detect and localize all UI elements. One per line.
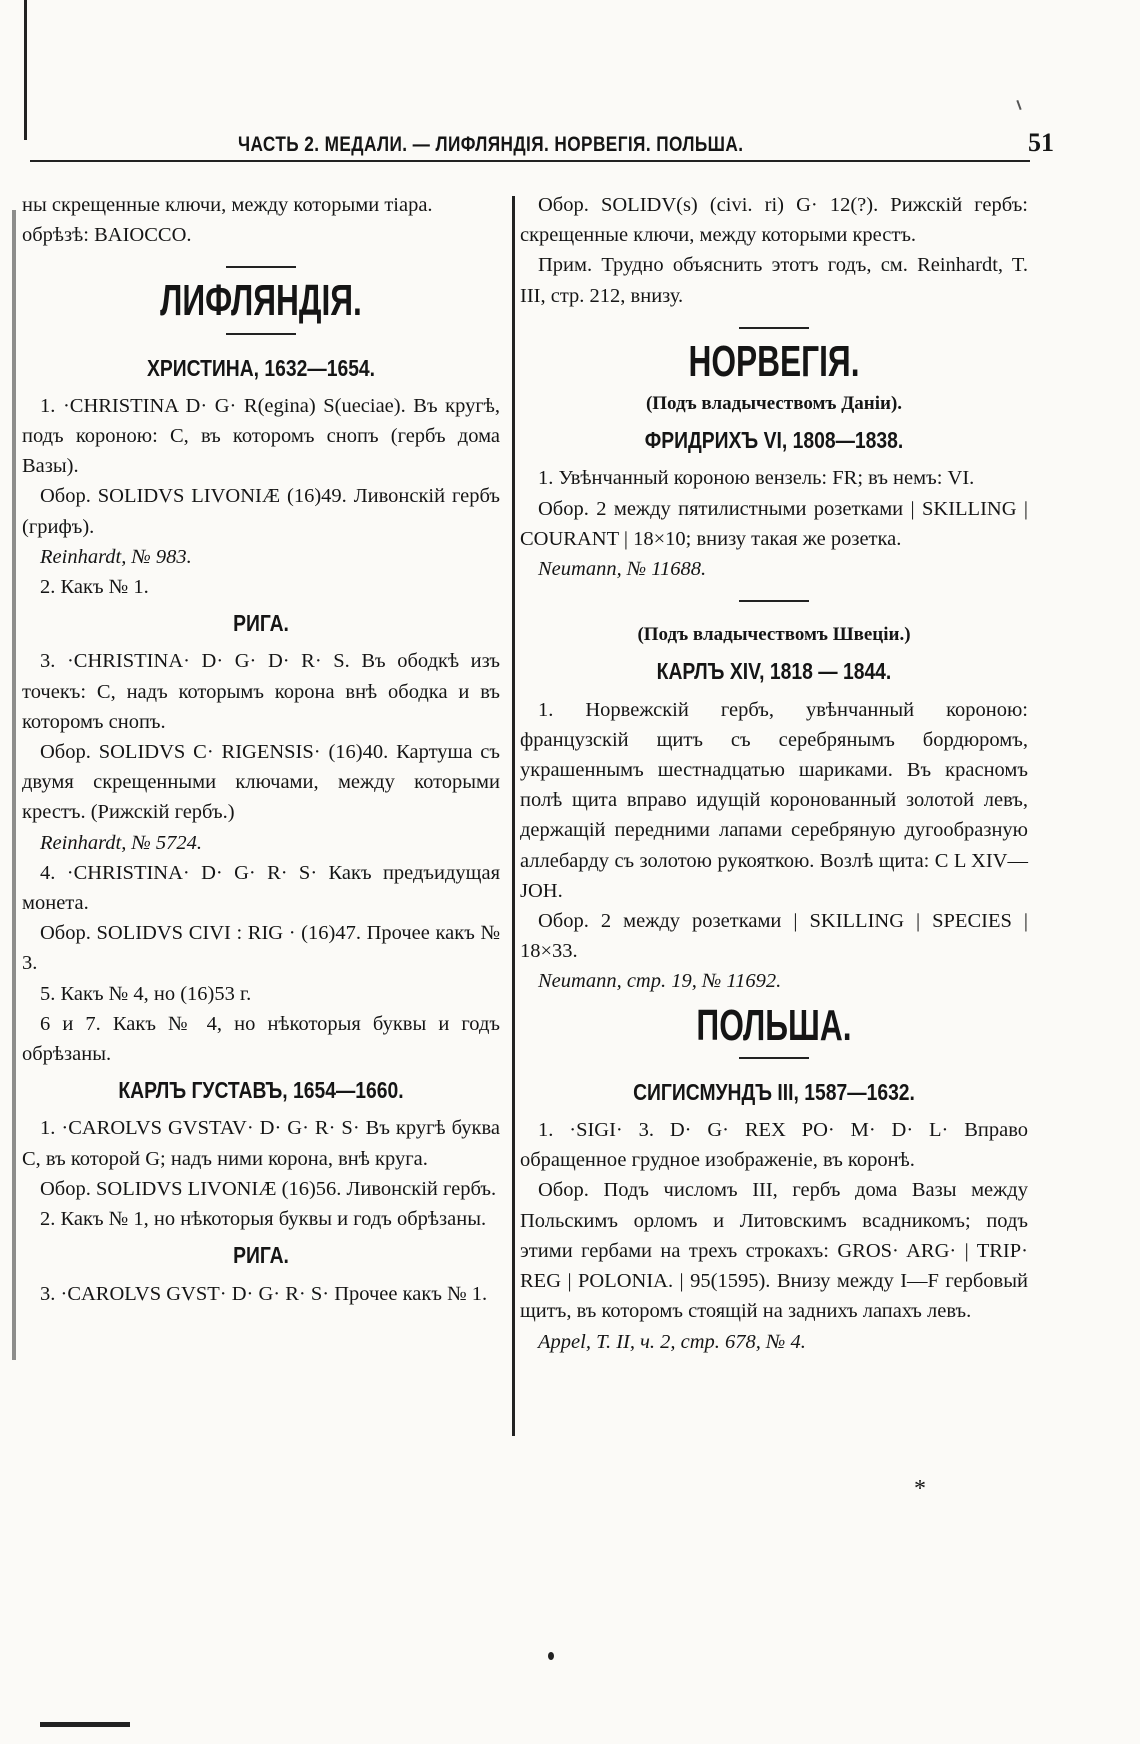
page-number: 51 [1028,128,1054,157]
entry-3-obverse: Обор. SOLIDVS C· RIGENSIS· (16)40. Картуша съ двумя скрещенными ключами, между которыми крестъ. (Рижскій гербъ.) [22,741,500,824]
section-rule [739,600,809,602]
karl-entry-1-obverse: Обор. SOLIDVS LIVONIÆ (16)56. Ливонскій гербъ. [40,1177,497,1200]
asterisk-mark: * [914,1476,926,1502]
section-rule [739,1057,809,1059]
karl-entry-2: 2. Какъ № 1, но нѣкоторыя буквы и годъ обрѣзаны. [40,1208,487,1231]
ruler-heading-karl-gustav: КАРЛЪ ГУСТАВЪ, 1654—1660. [118,1077,404,1104]
entry-1-text: 1. ·CHRISTINA D· G· R(egina) S(ueciae). Въ кругѣ, подъ короною: C, въ которомъ снопъ (гербъ дома Вазы). [22,394,500,478]
column-divider [512,196,515,1436]
sigismund-entry-1-text: 1. ·SIGI· 3. D· G· REX PO· M· D· L· Вправо обращенное грудное изображеніе, въ коронѣ. [520,1119,1028,1172]
subsection-riga-1: РИГА. [233,610,289,637]
left-column [22,190,500,1309]
karl-xiv-entry-1-text: 1. Норвежскій гербъ, увѣнчанный короною: французскій щитъ съ серебрянымъ бордюромъ, украшеннымъ шестнадцатью шариками. Въ красномъ полѣ щита вправо идущій коронованный золотой левъ, держащій передними лапами серебряную дугообразную аллебарду съ золотою рукояткою. Возлѣ щита: C L XIV—JOH. [520,698,1028,902]
right-column [520,190,1028,1357]
karl-xiv-entry-1-obverse: Обор. 2 между розетками | SKILLING | SPECIES | 18×33. [520,910,1028,963]
karl-entry-1-text: 1. ·CAROLVS GVSTAV· D· G· R· S· Въ кругѣ буква C, въ которой G; надъ ними корона, внѣ круга. [22,1117,500,1170]
dominion-sweden-note: (Подъ владычествомъ Швеціи.) [637,624,911,646]
running-head: ЧАСТЬ 2. МЕДАЛИ. — ЛИФЛЯНДІЯ. НОРВЕГІЯ. ПОЛЬША. [238,133,744,156]
section-title-livonia: ЛИФЛЯНДІЯ. [160,276,362,326]
section-rule [739,327,809,329]
page-edge-line [24,0,27,140]
entry-6-7: 6 и 7. Какъ № 4, но нѣкоторыя буквы и годъ обрѣзаны. [22,1012,500,1066]
subsection-riga-2: РИГА. [233,1242,289,1269]
entry-5: 5. Какъ № 4, но (16)53 г. [40,982,252,1005]
entry-4-text: 4. ·CHRISTINA· D· G· R· S· Какъ предъидущая монета. [22,861,500,915]
ink-dot [548,1652,554,1660]
continued-line-1: ны скрещенные ключи, между которыми тіара. [22,194,433,216]
ruler-heading-frederick: ФРИДРИХЪ VI, 1808—1838. [644,427,904,454]
ruler-heading-karl-xiv: КАРЛЪ XIV, 1818 — 1844. [656,658,892,685]
frederick-entry-1-obverse: Обор. 2 между пятилистными розетками | SKILLING | COURANT | 18×10; внизу такая же розетка. [520,497,1028,550]
section-rule [226,333,296,335]
karl-xiv-entry-1-reference: Neumann, стр. 19, № 11692. [538,970,782,993]
print-mark [1016,100,1021,110]
entry-3-text: 3. ·CHRISTINA· D· G· D· R· S. Въ ободкѣ изъ точекъ: C, надъ которымъ корона внѣ ободка и въ которомъ снопъ. [22,650,500,733]
header-rule [30,160,1030,162]
frederick-entry-1-reference: Neumann, № 11688. [538,558,707,581]
footer-mark [40,1722,130,1727]
sigismund-entry-1-reference: Appel, T. II, ч. 2, стр. 678, № 4. [538,1330,806,1353]
binding-shadow [12,210,16,1360]
ruler-heading-christina: ХРИСТИНА, 1632—1654. [146,354,376,381]
section-title-poland: ПОЛЬША. [696,1000,852,1050]
sigismund-entry-1-obverse: Обор. Подъ числомъ III, гербъ дома Вазы между Польскимъ орломъ и Литовскимъ всадникомъ; подъ этими гербами на трехъ строкахъ: GROS· ARG· | TRIP· REG | POLONIA. | 95(1595). Внизу между I—F гербовый щитъ, въ которомъ стоящій на заднихъ лапахъ левъ. [520,1179,1028,1323]
karl-entry-3: 3. ·CAROLVS GVST· D· G· R· S· Прочее какъ № 1. [40,1282,488,1305]
entry-2: 2. Какъ № 1. [40,576,149,599]
frederick-entry-1-text: 1. Увѣнчанный короною вензель: FR; въ немъ: VI. [538,467,975,490]
section-title-norway: НОРВЕГІЯ. [688,336,860,386]
dominion-denmark-note: (Подъ владычествомъ Даніи). [645,393,903,415]
entry-4-obverse: Обор. SOLIDVS CIVI : RIG · (16)47. Прочее какъ № 3. [22,922,500,975]
continued-note: Прим. Трудно объяснить этотъ годъ, см. Reinhardt, T. III, стр. 212, внизу. [520,254,1028,307]
ruler-heading-sigismund: СИГИСМУНДЪ III, 1587—1632. [633,1078,915,1105]
page-header [238,128,1054,158]
entry-3-reference: Reinhardt, № 5724. [40,831,203,854]
entry-1-obverse: Обор. SOLIDVS LIVONIÆ (16)49. Ливонскій гербъ (грифъ). [22,485,500,538]
entry-1-reference: Reinhardt, № 983. [40,545,192,568]
continued-line-2: обрѣзѣ: BAIOCCO. [22,224,192,247]
section-rule [226,266,296,268]
continued-obverse: Обор. SOLIDV(s) (civi. ri) G· 12(?). Рижскій гербъ: скрещенные ключи, между которыми крестъ. [520,194,1028,247]
